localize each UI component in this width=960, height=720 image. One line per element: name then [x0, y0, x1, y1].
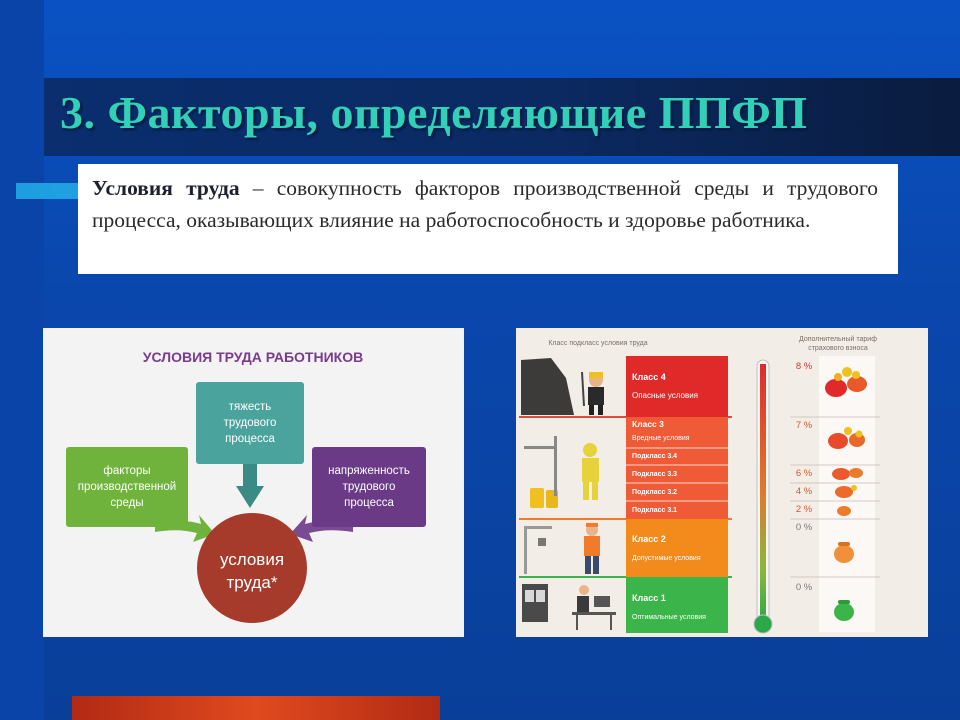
- box-right-line3: процесса: [344, 497, 394, 509]
- class4-desc: Опасные условия: [632, 391, 699, 400]
- definition-term: Условия труда: [92, 176, 240, 200]
- thermometer-bulb: [754, 615, 772, 633]
- working-conditions-diagram: [43, 328, 464, 637]
- thermometer-fill: [760, 364, 766, 622]
- class2-desc: Допустимые условия: [632, 555, 701, 562]
- class3-name: Класс 3: [632, 419, 664, 429]
- box-right-line2: трудового: [342, 481, 396, 493]
- class1-desc: Оптимальные условия: [632, 614, 706, 621]
- class2-block: [626, 519, 728, 577]
- class3-block: [626, 417, 728, 519]
- definition-body: совокупность факторов производственной среды и трудового процесса, оказывающих влияние на работоспособность и здоровье работника.: [92, 176, 879, 232]
- center-line2: труда*: [226, 573, 278, 592]
- labor-classes-panel: [516, 328, 928, 637]
- box-top-line2: трудового: [223, 417, 277, 429]
- class4-name: Класс 4: [632, 372, 666, 382]
- rate-class4: 8 %: [795, 361, 813, 372]
- panel-header-right-1: Дополнительный тариф: [799, 336, 877, 343]
- rate-class1: 0 %: [795, 582, 813, 593]
- definition-text: [92, 172, 878, 236]
- class4-block: [626, 356, 728, 417]
- rate-subclass-3-4: 7 %: [795, 420, 813, 431]
- worker-class3-illustration: [524, 436, 599, 508]
- class1-block: [626, 577, 728, 633]
- worker-class4-illustration: [521, 358, 604, 415]
- slide-title: 3. Факторы, определяющие ППФП: [60, 87, 808, 138]
- worker-class2-illustration: [524, 523, 600, 574]
- panel-header-left: Класс подкласс условия труда: [548, 340, 648, 347]
- box-right-line1: напряженность: [328, 465, 410, 477]
- rate-subclass-3-1: 2 %: [795, 504, 813, 515]
- class1-name: Класс 1: [632, 593, 666, 603]
- class3-desc: Вредные условия: [632, 435, 690, 442]
- subclass-3-4: Подкласс 3.4: [632, 453, 678, 460]
- rate-class2: 0 %: [795, 522, 813, 533]
- arrow-down-icon: [236, 464, 264, 508]
- rate-subclass-3-3: 6 %: [795, 468, 813, 479]
- left-decor-strip: [0, 0, 44, 720]
- definition-dash: –: [239, 176, 277, 200]
- box-top-line3: процесса: [225, 433, 275, 445]
- subclass-3-3: Подкласс 3.3: [632, 471, 678, 478]
- diagram-title: УСЛОВИЯ ТРУДА РАБОТНИКОВ: [142, 349, 364, 365]
- center-line1: условия: [219, 550, 285, 569]
- bottom-decor-bar: [72, 696, 440, 720]
- box-left-line1: факторы: [103, 465, 151, 477]
- box-left-line2: производственной: [77, 481, 177, 493]
- wallet-icons-2pct: [837, 506, 851, 516]
- class2-name: Класс 2: [632, 534, 666, 544]
- panel-header-right-2: страхового взноса: [808, 345, 868, 352]
- box-top-line1: тяжесть: [228, 401, 272, 413]
- rate-subclass-3-2: 4 %: [795, 486, 813, 497]
- worker-class1-illustration: [522, 584, 616, 630]
- box-left-line3: среды: [110, 497, 144, 509]
- subclass-3-1: Подкласс 3.1: [632, 507, 678, 514]
- subclass-3-2: Подкласс 3.2: [632, 489, 678, 496]
